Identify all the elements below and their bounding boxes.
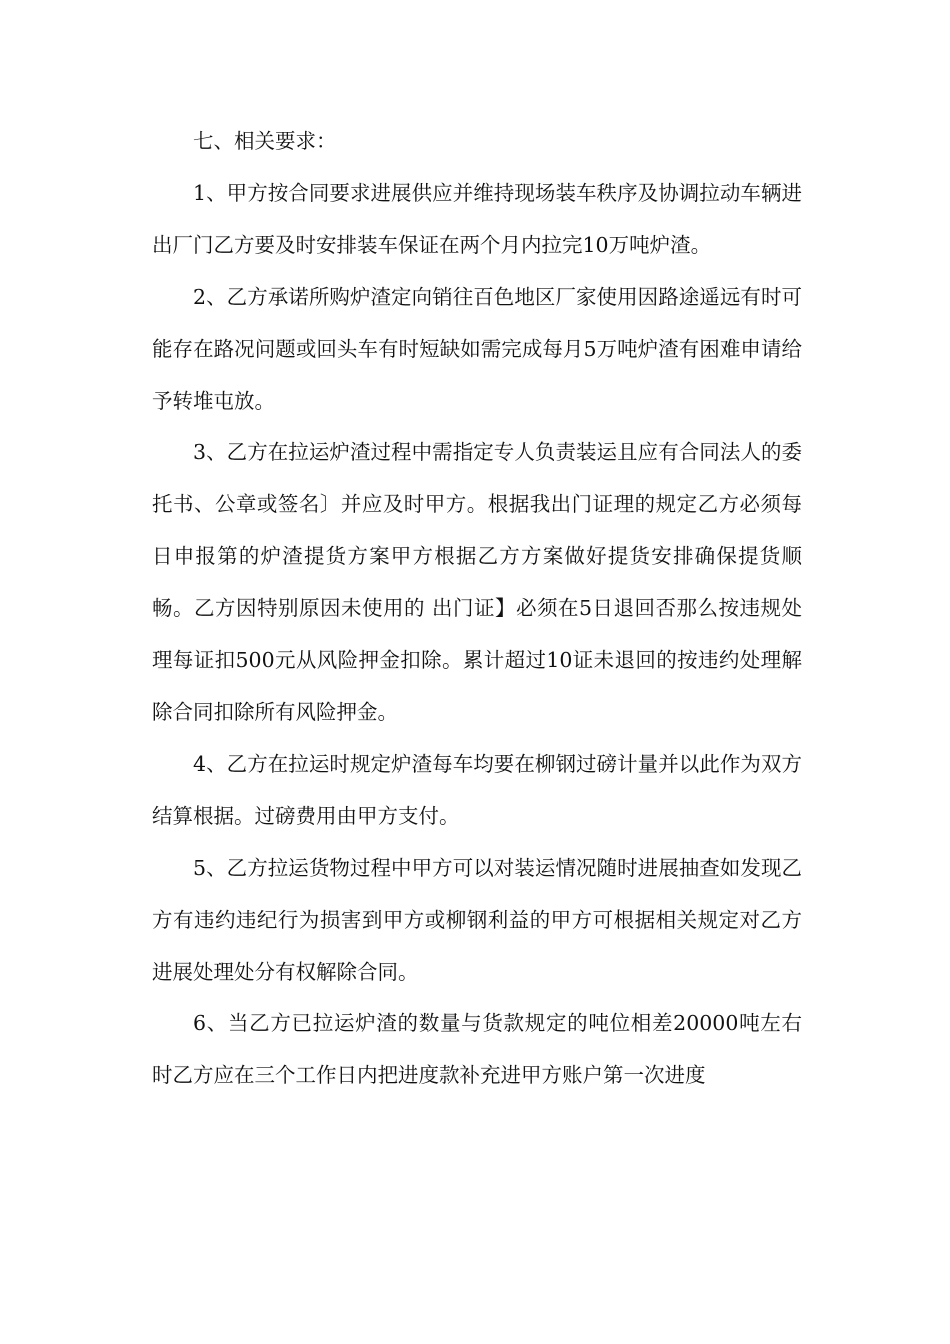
section-heading: 七、相关要求： xyxy=(193,129,337,153)
paragraph-4: 4、乙方在拉运时规定炉渣每车均要在柳钢过磅计量并以此作为双方结算根据。过磅费用由甲方支付。 xyxy=(152,751,802,828)
paragraph-1: 1、甲方按合同要求进展供应并维持现场装车秩序及协调拉动车辆进出厂门乙方要及时安排装车保证在两个月内拉完10万吨炉渣。 xyxy=(152,180,802,257)
paragraph-3: 3、乙方在拉运炉渣过程中需指定专人负责装运且应有合同法人的委托书、公章或签名〕并应及时甲方。根据我出门证理的规定乙方必须每日申报第的炉渣提货方案甲方根据乙方方案做好提货安排确保提货顺畅。乙方因特别原因未使用的 出门证】必须在5日退回否那么按违规处理每证扣500元从风险押金扣除。累计超过10证未退回的按违约处理解除合同扣除所有风险押金。 xyxy=(152,440,802,724)
paragraph-6: 6、当乙方已拉运炉渣的数量与货款规定的吨位相差20000吨左右时乙方应在三个工作日内把进度款补充进甲方账户第一次进度 xyxy=(152,1011,802,1088)
paragraph-5: 5、乙方拉运货物过程中甲方可以对装运情况随时进展抽查如发现乙方有违约违纪行为损害到甲方或柳钢利益的甲方可根据相关规定对乙方进展处理处分有权解除合同。 xyxy=(152,855,802,984)
document-body xyxy=(152,116,802,1102)
paragraph-2: 2、乙方承诺所购炉渣定向销往百色地区厂家使用因路途遥远有时可能存在路况问题或回头车有时短缺如需完成每月5万吨炉渣有困难申请给予转堆屯放。 xyxy=(152,284,802,413)
